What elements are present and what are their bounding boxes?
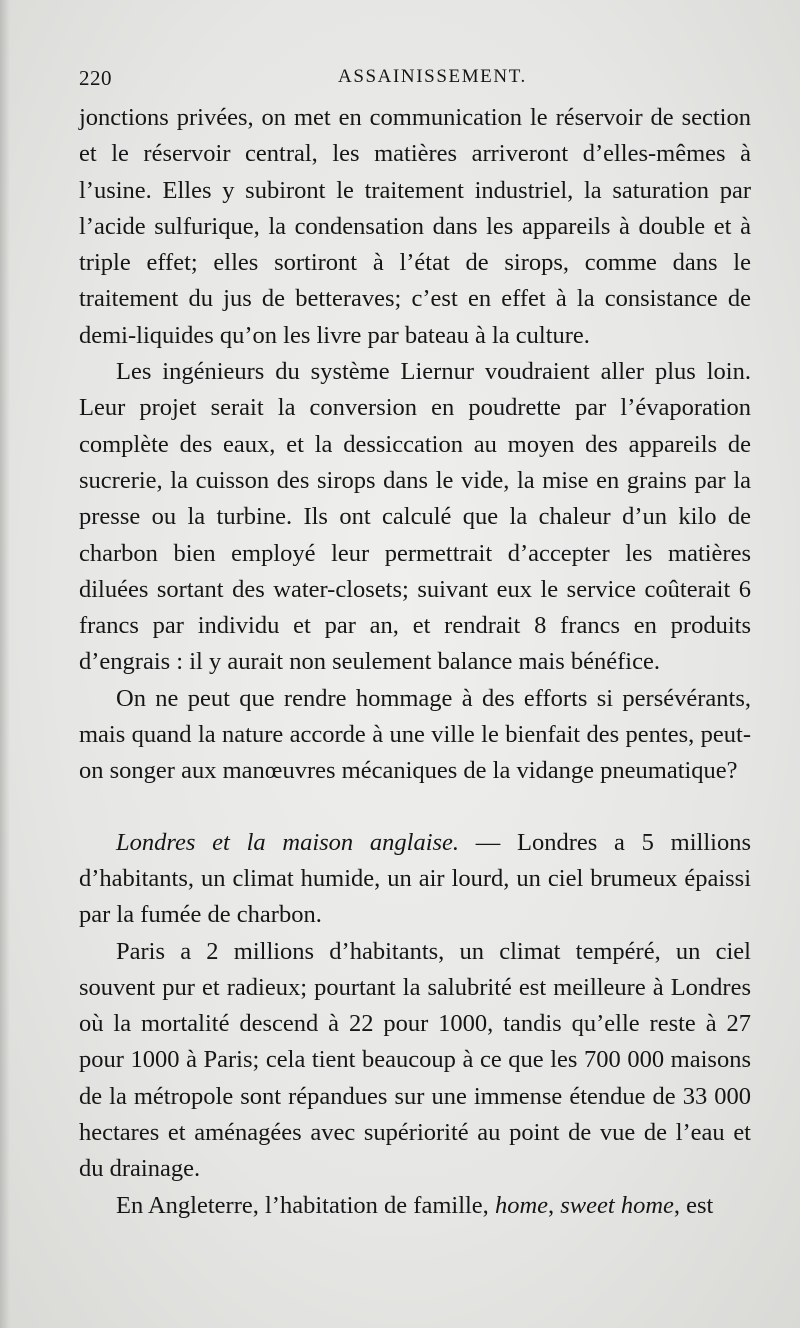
paragraph: On ne peut que rendre hommage à des efforts si persévérants, mais quand la nature accorde à une ville le bienfait des pentes, peut-on songer aux manœuvres mécaniques de la vidange pneumatique? xyxy=(79,684,751,785)
final-italic-home: home xyxy=(494,1191,549,1219)
final-text-start: En Angleterre, l’habitation de famille, xyxy=(116,1191,495,1219)
section-text: — Londres a 5 millions d’habitants, un climat humide, un air lourd, un ciel brumeux épaissi par la fumée de charbon. xyxy=(79,828,751,929)
final-text-middle: , xyxy=(548,1191,561,1219)
page-header xyxy=(79,66,751,92)
final-text-end: , est xyxy=(673,1191,714,1219)
paragraph-continued: jonctions privées, on met en communication le réservoir de section et le réservoir central, les matières arriveront d’elles-mêmes à l’usine. Elles y subiront le traitement industriel, la saturation par l’acide sulfurique, la condensation dans les appareils à double et à triple effet; elles sortiront à l’état de sirops, comme dans le traitement du jus de betteraves; c’est en effet à la consistance de demi-liquides qu’on les livre par bateau à la culture. xyxy=(79,104,751,349)
body-text xyxy=(79,100,751,1224)
paragraph: Les ingénieurs du système Liernur voudraient aller plus loin. Leur projet serait la conversion en poudrette par l’évaporation complète des eaux, et la dessiccation au moyen des appareils de sucrerie, la cuisson des sirops dans le vide, la mise en grains par la presse ou la turbine. Ils ont calculé que la chaleur d’un kilo de charbon bien employé leur permettrait d’accepter les matières diluées sortant des water-closets; suivant eux le service coûterait 6 francs par individu et par an, et rendrait 8 francs en produits d’engrais : il y aurait non seulement balance mais bénéfice. xyxy=(79,358,751,676)
final-italic-sweet-home: sweet home xyxy=(560,1191,674,1219)
paragraph: Paris a 2 millions d’habitants, un climat tempéré, un ciel souvent pur et radieux; pourtant la salubrité est meilleure à Londres où la mortalité descend à 22 pour 1000, tandis qu’elle reste à 27 pour 1000 à Paris; cela tient beaucoup à ce que les 700 000 maisons de la métropole sont répandues sur une immense étendue de 33 000 hectares et aménagées avec supériorité au point de vue de l’eau et du drainage. xyxy=(79,937,751,1183)
section-heading: Londres et la maison anglaise. xyxy=(116,828,460,856)
running-title: ASSAINISSEMENT. xyxy=(338,66,527,87)
paragraph-final xyxy=(79,1188,751,1224)
section-london xyxy=(79,825,751,934)
page-number: 220 xyxy=(79,66,112,90)
page-edge-shadow xyxy=(0,0,10,1328)
